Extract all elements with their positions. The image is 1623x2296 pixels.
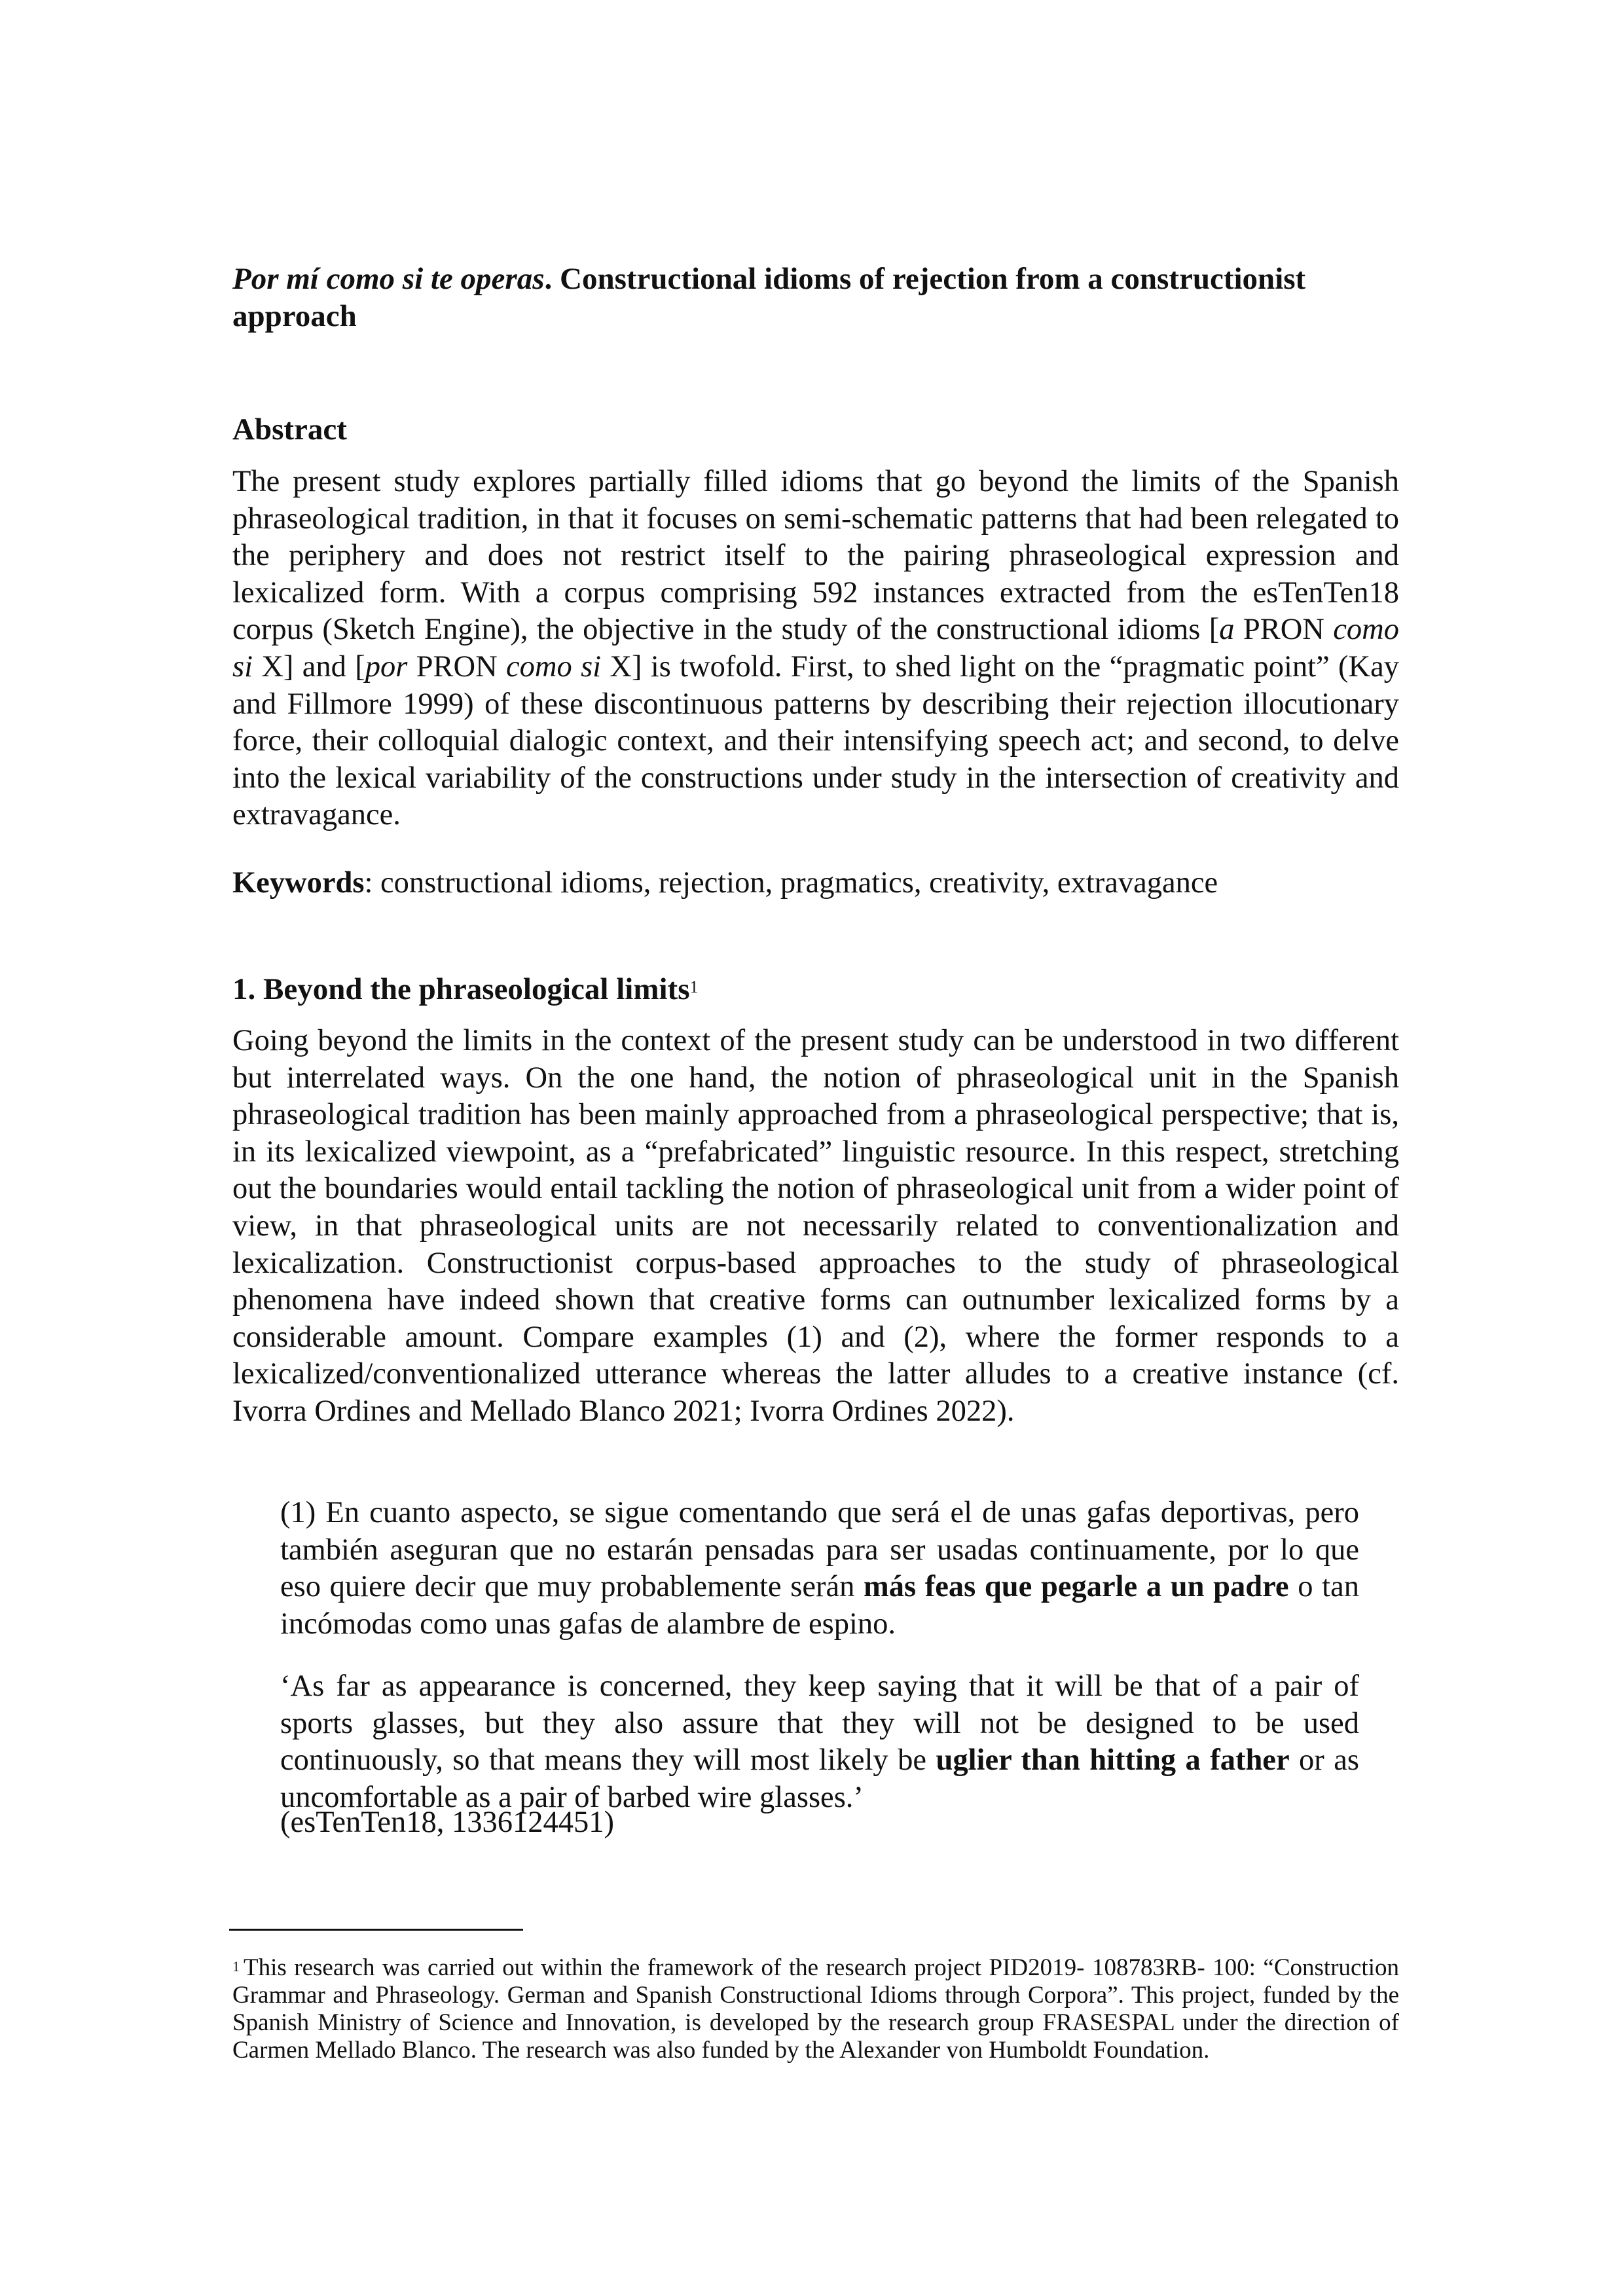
abstract-text: PRON	[407, 649, 507, 683]
title-rest: . Constructional idioms of rejection from a constructionist approach	[232, 262, 1306, 333]
title-italic-part: Por mí como si te operas	[232, 262, 545, 296]
abstract-text: PRON	[1234, 613, 1334, 647]
example-1-source: (esTenTen18, 1336124451)	[280, 1806, 615, 1839]
section-1-heading	[232, 971, 698, 1008]
example-text: (1) En cuanto aspecto, se sigue comentando que será el de unas gafas deportivas, pero también aseguran que no estarán pensadas para ser usadas continuamente, por lo que eso quiere decir que muy probablemente serán	[280, 1496, 1359, 1604]
example-idiom-bold: uglier than hitting a father	[936, 1743, 1290, 1777]
example-1-spanish	[280, 1495, 1359, 1643]
example-idiom-bold: más feas que pegarle a un padre	[864, 1570, 1289, 1604]
abstract-italic: a	[1219, 613, 1235, 647]
abstract-italic: como si	[232, 613, 1399, 683]
abstract-text: X] and [	[253, 649, 365, 683]
abstract-italic: como si	[506, 649, 602, 683]
section-1-body: Going beyond the limits in the context of the present study can be understood in two different but interrelated ways. On the one hand, the notion of phraseological unit in the Spanish phraseological tradition has been mainly approached from a phraseological perspective; that is, in its lexicalized viewpoint, as a “prefabricated” linguistic resource. In this respect, stretching out the boundaries would entail tackling the notion of phraseological unit from a wider point of view, in that phraseological units are not necessarily related to conventionalization and lexicalization. Constructionist corpus-based approaches to the study of phraseological phenomena have indeed shown that creative forms can outnumber lexicalized forms by a considerable amount. Compare examples (1) and (2), where the former responds to a lexicalized/conventionalized utterance whereas the latter alludes to a creative instance (cf. Ivorra Ordines and Mellado Blanco 2021; Ivorra Ordines 2022).	[232, 1024, 1399, 1428]
abstract-body	[232, 464, 1399, 834]
footnote-1	[232, 1954, 1399, 2064]
abstract-italic: por	[365, 649, 408, 683]
abstract-text: X] is twofold. First, to shed light on the “pragmatic point” (Kay and Fillmore 1999) of these discontinuous patterns by describing their rejection illocutionary force, their colloquial dialogic context, and their intensifying speech act; and second, to delve into the lexical variability of the constructions under study in the intersection of creativity and extravagance.	[232, 649, 1399, 832]
section-1-title: 1. Beyond the phraseological limits	[232, 972, 690, 1006]
paper-title	[232, 261, 1399, 335]
keywords-line	[232, 865, 1399, 902]
footnote-text: This research was carried out within the framework of the research project PID2019- 108783RB- 100: “Construction Grammar and Phraseology. German and Spanish Constructional Idioms through Corpora”. This project, funded by the Spanish Ministry of Science and Innovation, is developed by the research group FRASESPAL under the direction of Carmen Mellado Blanco. The research was also funded by the Alexander von Humboldt Foundation.	[232, 1954, 1399, 2064]
example-1-english-translation	[280, 1668, 1359, 1816]
footnote-reference[interactable]: 1	[689, 977, 699, 996]
example-text: ‘As far as appearance is concerned, they keep saying that it will be that of a pair of sports glasses, but they also assure that they will not be designed to be used continuously, so that means they will most likely be	[280, 1669, 1359, 1777]
keywords-list: : constructional idioms, rejection, pragmatics, creativity, extravagance	[364, 866, 1218, 900]
keywords-label: Keywords	[232, 866, 365, 900]
example-text: o tan incómodas como unas gafas de alambre de espino.	[280, 1570, 1359, 1641]
footnote-mark: 1	[232, 1958, 240, 1975]
abstract-text: The present study explores partially filled idioms that go beyond the limits of the Spanish phraseological tradition, in that it focuses on semi-schematic patterns that had been relegated to the periphery and does not restrict itself to the pairing phraseological expression and lexicalized form. With a corpus comprising 592 instances extracted from the esTenTen18 corpus (Sketch Engine), the objective in the study of the constructional idioms [	[232, 465, 1399, 647]
abstract-heading: Abstract	[232, 412, 347, 446]
example-text: or as uncomfortable as a pair of barbed wire glasses.’	[280, 1743, 1359, 1814]
footnote-divider	[229, 1929, 523, 1931]
